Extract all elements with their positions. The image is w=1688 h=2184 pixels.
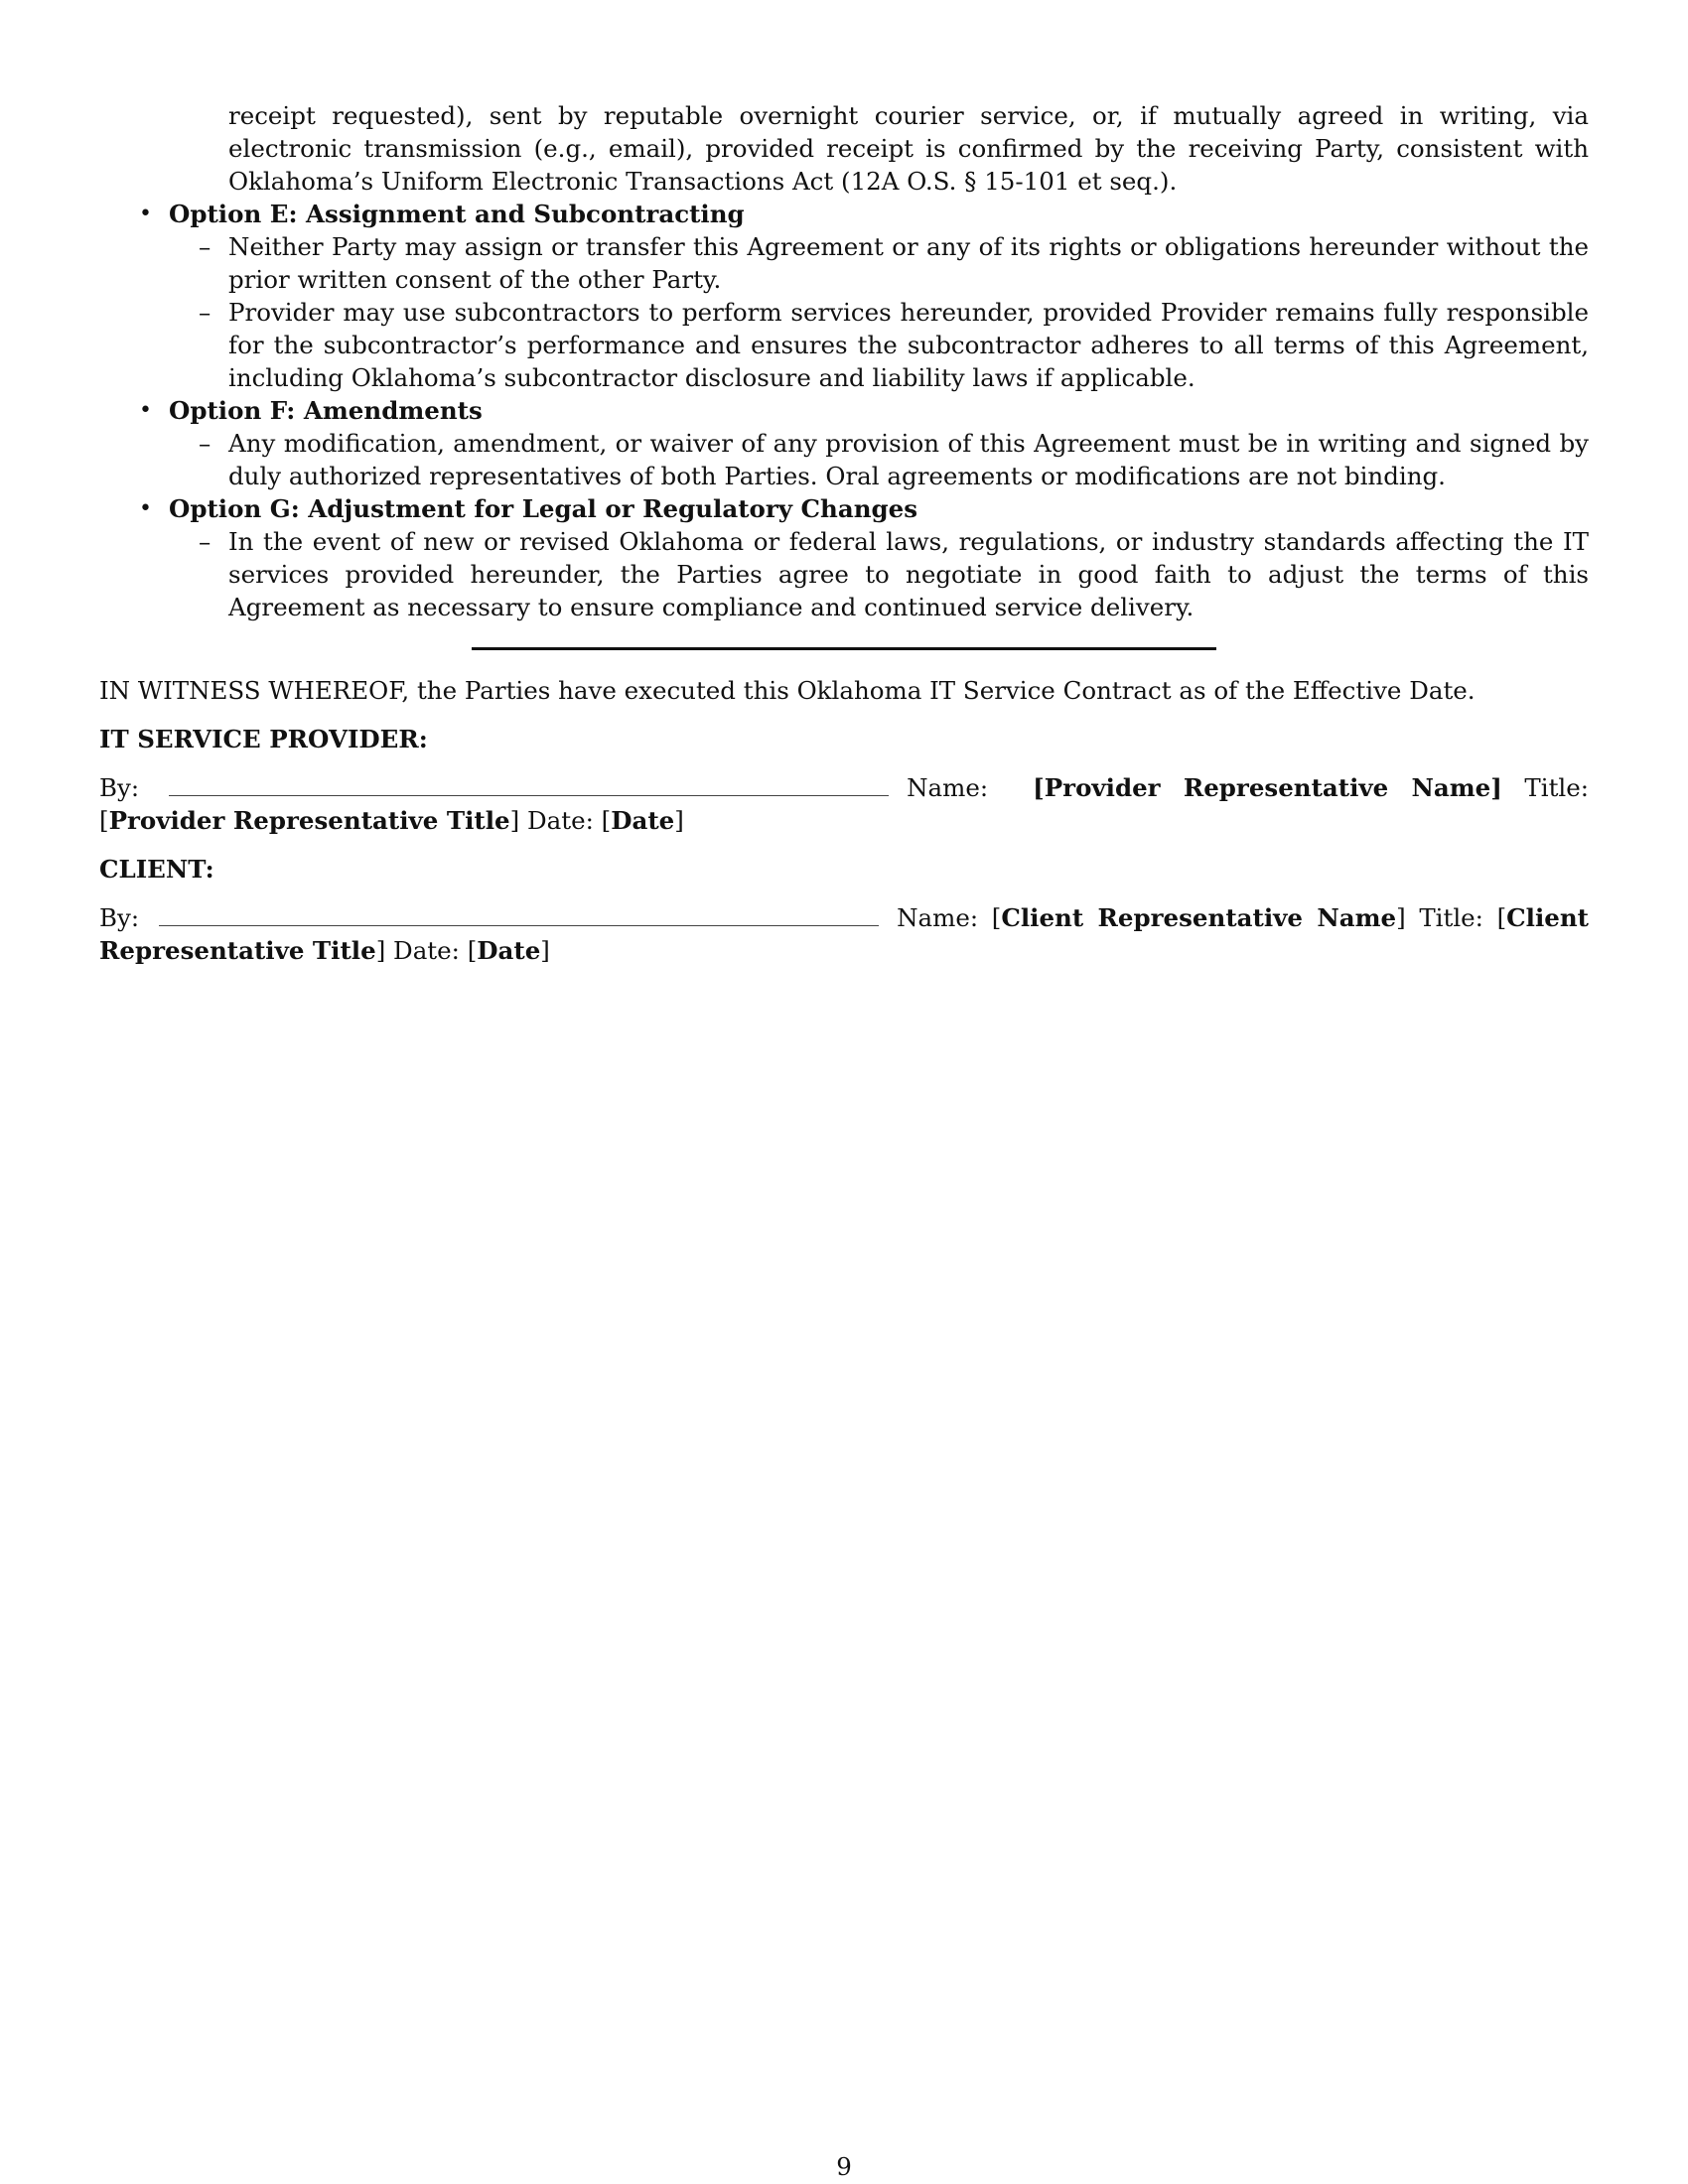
client-title-placeholder: Client Representative Title [99,903,1589,965]
bullet-icon: • [139,398,152,423]
provider-date-placeholder: Date [611,806,675,835]
option-item-text: Neither Party may assign or transfer this Agreement or any of its rights or obligations hereunder without the prior written consent of the other Party. [228,232,1589,294]
client-signature-block [99,901,1589,967]
option-item-text: In the event of new or revised Oklahoma or federal laws, regulations, or industry standards affecting the IT services provided hereunder, the Parties agree to negotiate in good faith to adjust the terms of this Agreement as necessary to ensure compliance and continued service delivery. [228,527,1589,621]
by-label: By: [99,773,140,802]
provider-label: IT SERVICE PROVIDER: [99,725,428,753]
option-title: Option F: Amendments [169,396,483,425]
option-item [199,296,1589,394]
bracket: [ [99,806,109,835]
date-label: Date: [526,806,594,835]
section-divider [472,647,1216,650]
by-label: By: [99,903,140,932]
dash-icon: – [199,232,211,261]
bracket: [ [1033,773,1045,802]
witness-statement: IN WITNESS WHEREOF, the Parties have executed this Oklahoma IT Service Contract as of the Effective Date. [99,676,1476,705]
dash-icon: – [199,429,211,458]
page-number: 9 [836,2152,852,2181]
name-label: Name: [897,903,979,932]
date-label: Date: [393,936,460,965]
document-page [99,99,1589,967]
option-item [199,230,1589,296]
option-f [139,394,1589,427]
bracket: ] [509,806,520,835]
bracket: [ [1496,903,1507,932]
option-title: Option E: Assignment and Subcontracting [169,200,745,228]
bracket: [ [991,903,1002,932]
bracket: [ [467,936,478,965]
option-g [139,492,1589,525]
option-title: Option G: Adjustment for Legal or Regulatory Changes [169,494,918,523]
option-item-text: Any modification, amendment, or waiver of any provision of this Agreement must be in writing and signed by duly authorized representatives of both Parties. Oral agreements or modifications are not binding. [228,429,1589,490]
dash-icon: – [199,527,211,556]
provider-name-placeholder: Provider Representative Name [1044,773,1491,802]
bracket: ] [375,936,386,965]
option-item-text: Provider may use subcontractors to perform services hereunder, provided Provider remains fully responsible for the subcontractor’s performance and ensures the subcontractor adheres to all terms of this Agreement, including Oklahoma’s subcontractor disclosure and liability laws if applicable. [228,298,1589,392]
provider-title-placeholder: Provider Representative Title [108,806,510,835]
bullet-icon: • [139,496,152,521]
client-label: CLIENT: [99,855,214,884]
bracket: ] [540,936,550,965]
provider-signature-block [99,771,1589,837]
option-e [139,198,1589,230]
title-label: Title: [1419,903,1483,932]
bracket: ] [1396,903,1406,932]
option-item [199,525,1589,623]
bracket: ] [674,806,684,835]
name-label: Name: [907,773,989,802]
bullet-icon: • [139,202,152,226]
bracket: [ [601,806,612,835]
client-signature-line[interactable] [159,903,879,926]
client-name-placeholder: Client Representative Name [1001,903,1397,932]
bracket: ] [1490,773,1502,802]
option-item [199,427,1589,492]
client-date-placeholder: Date [477,936,541,965]
title-label: Title: [1524,773,1590,802]
continuation-paragraph: receipt requested), sent by reputable overnight courier service, or, if mutually agreed in writing, via electronic transmission (e.g., email), provided receipt is confirmed by the receiving Party, consistent with Oklahoma’s Uniform Electronic Transactions Act (12A O.S. § 15-101 et seq.). [228,101,1589,196]
provider-signature-line[interactable] [169,773,889,796]
dash-icon: – [199,298,211,327]
